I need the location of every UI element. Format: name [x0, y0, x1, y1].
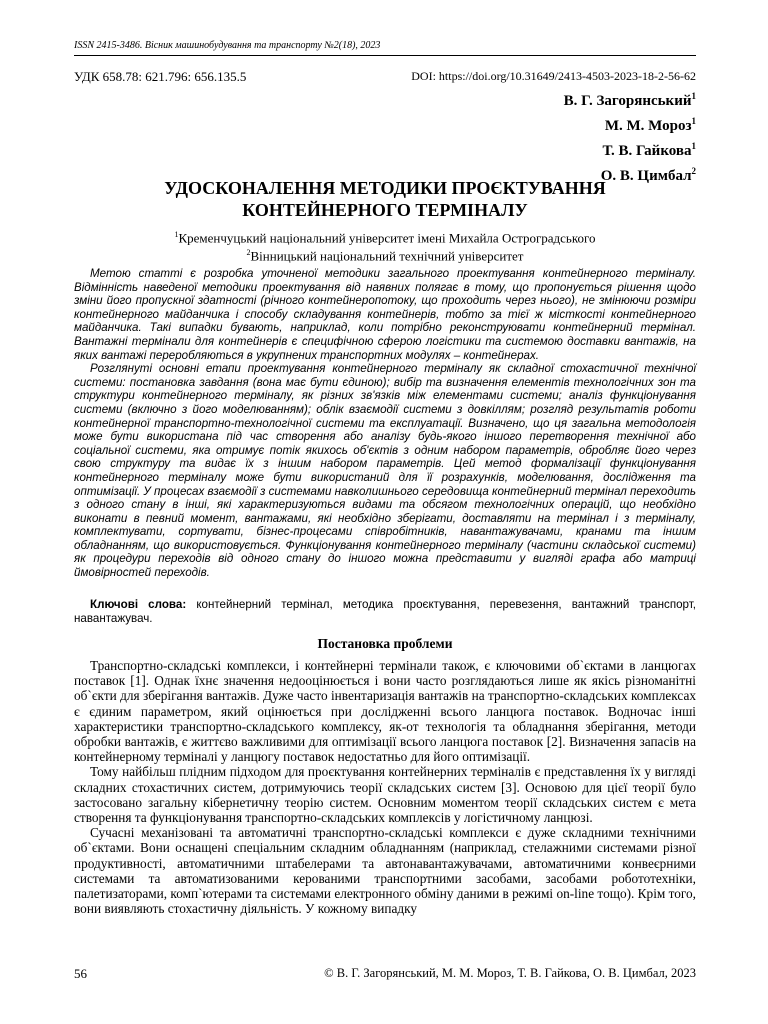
page-number: 56: [74, 966, 87, 981]
keywords-text: контейнерний термінал, методика проєктування, перевезення, вантажний транспорт, навантажувач.: [74, 598, 696, 625]
udc-code: УДК 658.78: 621.796: 656.135.5: [74, 69, 247, 84]
abstract-paragraph: Метою статті є розробка уточненої методики загального проектування контейнерного терміналу. Відмінність наведеної методики проектування від наявних полягає в тому, що пропонується рішення щодо зміни його пропускної здатності (річного контейнеропотоку, що проходить через нього), не змінюючи розміри контейнерного майданчика і способу складування контейнерів, тобто за тієї ж місткості контейнерного майданчика. Такі випадки бувають, наприклад, коли потрібно реконструювати контейнерний термінал. Вантажні термінали для контейнерів є специфічною сферою логістики та системою доставки вантажів, на яких вантажі переробляються в укрупнених транспортних модулях – контейнерах.: [74, 267, 696, 362]
author: О. В. Цимбал$^2$: [600, 166, 696, 184]
affiliation: $^1$Кременчуцький національний університет імені Михайла Остроградського: [174, 230, 596, 246]
author: В. Г. Загорянський$^1$: [563, 91, 696, 109]
doi-link[interactable]: DOI: https://doi.org/10.31649/2413-4503-2023-18-2-56-62: [411, 69, 696, 83]
author: Т. В. Гайкова$^1$: [602, 141, 696, 159]
section-heading: Постановка проблеми: [317, 636, 453, 651]
author-list: [564, 86, 696, 186]
affiliation: $^2$Вінницький національний технічний університет: [246, 248, 524, 264]
header-divider: [74, 55, 696, 56]
keywords-label: Ключові слова:: [90, 598, 187, 611]
abstract-paragraph: Розглянуті основні етапи проектування контейнерного терміналу як складної стохастичної технічної системи: постановка завдання (вона має бути єдиною); вибір та визначення елементів технологічних зон та структури контейнерного терміналу, як різних зв'язків між елементами системи; аналіз функціонування системи (включно з його моделюванням); облік взаємодії системи з довкіллям; розгляд результатів роботи контейнерної транспортно-технологічної системи та експлуатації. Визначено, що ця загальна методологія може бути використана під час створення або аналізу будь-якого іншого перетворення технічної або соціальної системи, яка отримує потік якихось об'єктів з одним набором параметрів, обробляє його через свою структуру та видає їх з іншим набором параметрів. Цей метод формалізації функціонування контейнерного терміналу може бути використаний для її розрахунків, моделювання, дослідження та оптимізації. У процесах взаємодії з системами навколишнього середовища контейнерний термінал переходить з одного стану в інші, які характеризуються видами та обсягом технологічних операцій, що необхідно виконати в певний момент, вантажами, які необхідно зберігати, доставляти на термінал і з терміналу, комплектувати, сортувати, бізнес-процесами співробітників, навантажувачами, кранами та іншим обладнанням, що використовується. Функціонування контейнерного терміналу (частини складської системи) як процедури переходів від одного стану до іншого можна представити у вигляді графа або матриці ймовірностей переходів.: [74, 362, 696, 580]
abstract: [74, 267, 696, 580]
affiliations: [74, 227, 696, 264]
body-paragraph: Транспортно-складські комплекси, і контейнерні термінали також, є ключовими об`єктами в ланцюгах поставок [1]. Однак їхнє значення недооцінюється і вони часто розглядаються лише як якісь різноманітні об`єкти для зберігання вантажів. Дуже часто інвентаризація вантажів на транспортно-складських комплексах є єдиним параметром, який оцінюється при дослідженні всього ланцюга поставок. Водночас інші характеристики транспортно-складського комплексу, як-от технологія та обладнання зберігання, методи обробки вантажів, є життєво важливими для оптимізації всього ланцюга поставок [2]. Визначення запасів на контейнерному терміналі у ланцюгу поставок недостатньо для його оптимізації.: [74, 658, 696, 765]
body-paragraph: Сучасні механізовані та автоматичні транспортно-складські комплекси є дуже складними технічними об`єктами. Вони оснащені спеціальним складним обладнанням (наприклад, стелажними системами різної продуктивності, автоматичними штабелерами та автонавантажувачами, автоматичними конвеєрними системами та автоматизованими керованими транспортними засобами, засобами робототехніки, палетизаторами, комп`ютерами та системами електронного обміну даними в режимі on-line тощо). Крім того, вони виявляють стохастичну діяльність. У кожному випадку: [74, 825, 697, 917]
keywords: [74, 598, 696, 626]
body-text: [74, 658, 696, 916]
paper-title: УДОСКОНАЛЕННЯ МЕТОДИКИ ПРОЄКТУВАННЯ КОНТЕЙНЕРНОГО ТЕРМІНАЛУ: [164, 178, 606, 220]
author: М. М. Мороз$^1$: [604, 116, 696, 134]
body-paragraph: Тому найбільш плідним підходом для проєктування контейнерних терміналів є представлення їх у вигляді складних стохастичних систем, дотримуючись теорії складських систем [3]. Основою для цієї теорії було застосовано загальну кібернетичну теорію систем. Основним моментом теорії складських систем є мета створення та функціонування транспортно-складських комплексів у логістичному ланцюзі.: [74, 764, 696, 826]
copyright: © В. Г. Загорянський, М. М. Мороз, Т. В. Гайкова, О. В. Цимбал, 2023: [324, 966, 696, 980]
journal-header: ISSN 2415-3486. Вісник машинобудування та транспорту №2(18), 2023: [74, 40, 381, 51]
